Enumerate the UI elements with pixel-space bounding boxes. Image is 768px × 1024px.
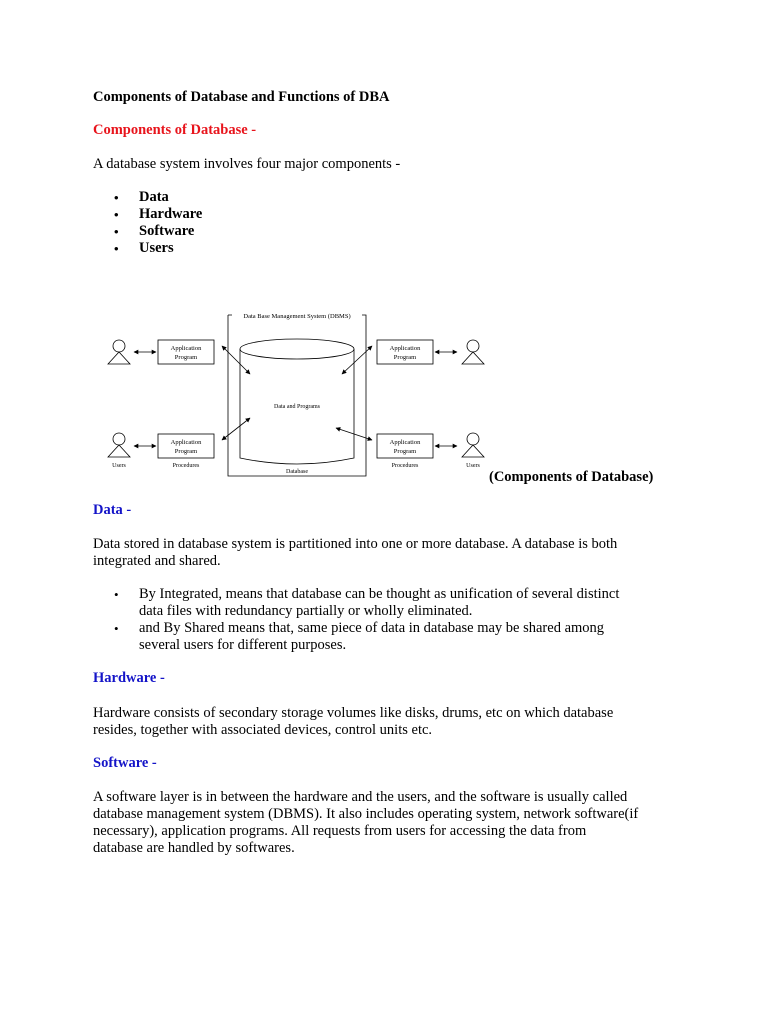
database-cylinder <box>240 339 354 464</box>
list-item: • Software <box>93 223 202 240</box>
arrow-icon <box>342 346 372 374</box>
components-diagram <box>90 300 490 480</box>
users-label: Users <box>466 463 480 469</box>
hardware-paragraph: Hardware consists of secondary storage volumes like disks, drums, etc on which database resides, together with associated devices, control units etc. <box>93 705 614 738</box>
svg-text:Application: Application <box>170 439 202 446</box>
app-program-box-top-left <box>158 340 214 364</box>
software-paragraph: A software layer is in between the hardware and the users, and the software is usually called database management system (DBMS). It also includes operating system, network software(if necessary), application programs. All requests from users for accessing the data from database are handled by softwares. <box>93 789 639 856</box>
data-bullets <box>93 586 619 654</box>
list-item: • and By Shared means that, same piece of data in database may be shared among several users for different purposes. <box>93 620 619 654</box>
procedures-label: Procedures <box>391 463 419 469</box>
user-icon <box>108 433 130 457</box>
svg-text:Program: Program <box>174 354 198 361</box>
intro-paragraph: A database system involves four major components - <box>93 156 401 172</box>
list-item: • Users <box>93 240 202 257</box>
components-list <box>93 189 202 257</box>
document-title: Components of Database and Functions of DBA <box>93 89 390 105</box>
section-heading-components: Components of Database - <box>93 122 257 138</box>
svg-text:Program: Program <box>174 448 198 455</box>
list-item: • Data <box>93 189 202 206</box>
data-paragraph: Data stored in database system is partitioned into one or more database. A database is both integrated and shared. <box>93 536 618 569</box>
section-heading-software: Software - <box>93 755 157 771</box>
list-item: • Hardware <box>93 206 202 223</box>
list-item: • By Integrated, means that database can be thought as unification of several distinct data files with redundancy partially or wholly eliminated. <box>93 586 619 620</box>
app-program-box-bottom-left <box>158 434 214 458</box>
diagram-caption: (Components of Database) <box>489 469 654 485</box>
user-icon <box>108 340 130 364</box>
svg-text:Program: Program <box>393 448 417 455</box>
svg-text:Application: Application <box>389 439 421 446</box>
data-and-programs-label: Data and Programs <box>274 404 320 410</box>
user-icon <box>462 340 484 364</box>
app-program-box-bottom-right <box>377 434 433 458</box>
procedures-label: Procedures <box>172 463 200 469</box>
users-label: Users <box>112 463 126 469</box>
app-program-box-top-right <box>377 340 433 364</box>
svg-text:Program: Program <box>393 354 417 361</box>
section-heading-hardware: Hardware - <box>93 670 165 686</box>
dbms-label: Data Base Management System (DBMS) <box>243 313 351 320</box>
arrow-icon <box>222 418 250 440</box>
arrow-icon <box>222 346 250 374</box>
svg-text:Application: Application <box>170 345 202 352</box>
database-label: Database <box>286 469 308 475</box>
svg-text:Application: Application <box>389 345 421 352</box>
user-icon <box>462 433 484 457</box>
section-heading-data: Data - <box>93 502 132 518</box>
